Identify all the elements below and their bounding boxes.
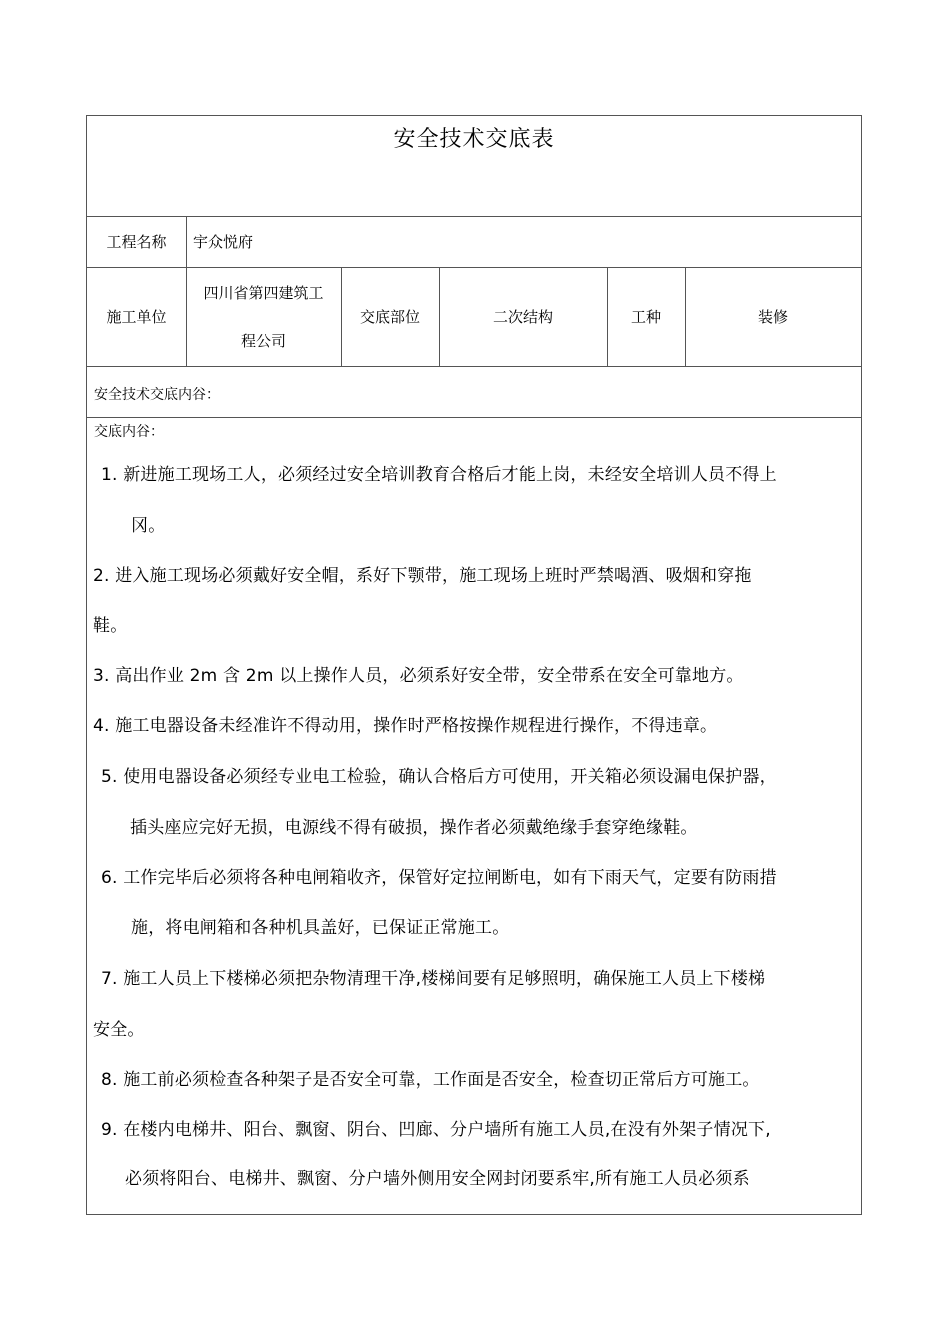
item-line: 安全。: [93, 1020, 145, 1040]
construction-unit-label: 施工单位: [106, 308, 167, 326]
construction-unit-line2: 程公司: [240, 331, 286, 350]
row-divider: [87, 417, 861, 418]
item-line: 必须将阳台、电梯井、飘窗、分户墙外侧用安全网封闭要系牢,所有施工人员必须系: [125, 1169, 750, 1189]
item-line: 鞋。: [93, 616, 128, 636]
item-line: 冈。: [131, 516, 166, 536]
trade-value: 装修: [757, 308, 788, 326]
row-divider: [87, 366, 861, 367]
trade-label: 工种: [630, 308, 661, 326]
item-line: 8. 施工前必须检查各种架子是否安全可靠，工作面是否安全，检查切正常后方可施工。: [101, 1070, 760, 1090]
construction-unit-value: [186, 267, 341, 366]
construction-unit-line1: 四川省第四建筑工: [203, 283, 324, 302]
item-line: 2. 进入施工现场必须戴好安全帽，系好下颚带，施工现场上班时严禁喝酒、吸烟和穿拖: [93, 566, 752, 586]
position-value: 二次结构: [492, 308, 553, 326]
item-line: 7. 施工人员上下楼梯必须把杂物清理干净,楼梯间要有足够照明，确保施工人员上下楼梯: [101, 969, 766, 989]
item-line: 5. 使用电器设备必须经专业电工检验，确认合格后方可使用，开关箱必须设漏电保护器，: [101, 767, 777, 787]
col-divider: [186, 216, 187, 267]
project-name-label: 工程名称: [106, 233, 167, 251]
item-line: 插头座应完好无损，电源线不得有破损，操作者必须戴绝缘手套穿绝缘鞋。: [130, 818, 698, 838]
content-subheader: 交底内谷：: [94, 424, 164, 440]
item-line: 施，将电闸箱和各种机具盖好，已保证正常施工。: [131, 918, 510, 938]
form-title: 安全技术交底表: [393, 127, 555, 152]
item-line: 3. 高出作业 2m 含 2m 以上操作人员，必须系好安全带，安全带系在安全可靠地方。: [93, 666, 744, 686]
project-name-value: 宇众悦府: [193, 233, 254, 251]
item-line: 1. 新进施工现场工人，必须经过安全培训教育合格后才能上岗，未经安全培训人员不得上: [101, 465, 777, 485]
position-label: 交底部位: [359, 308, 420, 326]
item-line: 9. 在楼内电梯井、阳台、飘窗、阴台、凹廊、分户墙所有施工人员,在没有外架子情况下,: [101, 1120, 771, 1140]
item-line: 4. 施工电器设备未经准许不得动用，操作时严格按操作规程进行操作，不得违章。: [93, 716, 718, 736]
content-header: 安全技术交底内谷：: [94, 387, 220, 403]
item-line: 6. 工作完毕后必须将各种电闸箱收齐，保管好定拉闸断电，如有下雨天气，定要有防雨措: [101, 868, 777, 888]
disclosure-form-table: [86, 115, 862, 1215]
